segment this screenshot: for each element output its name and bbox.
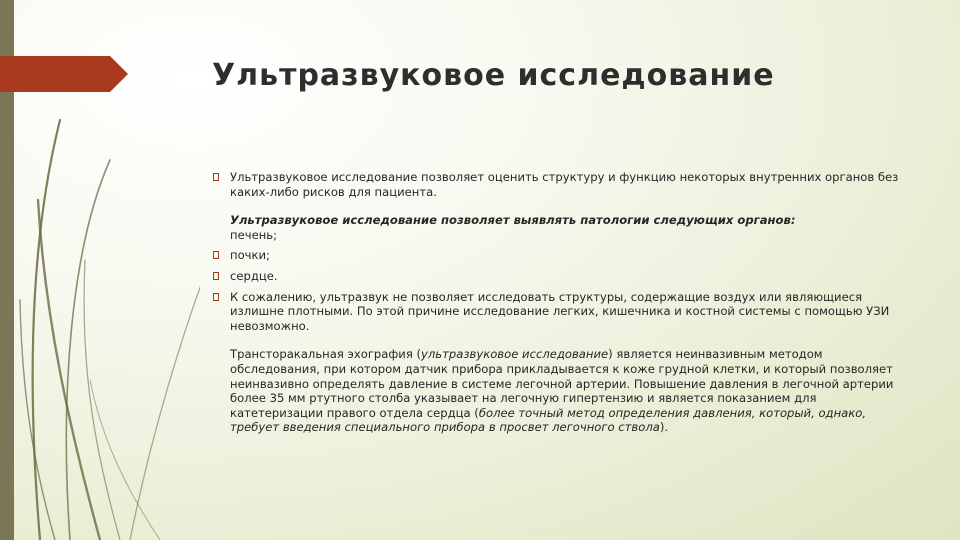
title-accent-tab: [0, 56, 130, 92]
bullet-item-limitations: [212, 290, 902, 435]
echo-text-end: ).: [659, 420, 669, 435]
item-text: Ультразвуковое исследование позволяет оценить структуру и функцию некоторых внутренних органов без каких-либо рисков для пациента.: [230, 170, 899, 199]
item-text: К сожалению, ультразвук не позволяет исследовать структуры, содержащие воздух или являющиеся излишне плотными. По этой причине исследование легких, кишечника и костной системы с помощью УЗИ невозможно.: [230, 289, 890, 333]
bullet-marker: [213, 173, 219, 181]
echo-italic-term: ультразвуковое исследование: [421, 347, 609, 362]
item-text: почки;: [230, 248, 270, 263]
echography-paragraph: [230, 347, 902, 435]
bullet-marker: [213, 293, 219, 301]
bullet-item-kidneys: [212, 248, 902, 263]
organs-subheading: Ультразвуковое исследование позволяет выявлять патологии следующих органов:: [230, 213, 796, 228]
bullet-marker: [213, 251, 219, 259]
echo-text-start: Трансторакальная эхография (: [230, 347, 422, 362]
bullet-item-heart: [212, 269, 902, 284]
slide-content: [212, 170, 902, 441]
slide-title: Ультразвуковое исследование: [212, 58, 775, 93]
echo-italic-note: более точный метод определения давления, который, однако, требует введения специального прибора в просвет легочного ствола: [230, 405, 867, 435]
organ-liver: печень;: [230, 227, 278, 242]
bullet-marker: [213, 272, 219, 280]
bullet-item-ultrasound-overview: [212, 170, 902, 242]
echo-text-middle: ) является неинвазивным методом обследования, при котором датчик прибора прикладывается к коже грудной клетки, и который позволяет неинвазивно определять давление в системе легочной артерии. Повышение давления в легочной артерии более 35 мм ртутного столба указывает на легочную гипертензию и является показанием для катетеризации правого отдела сердца (: [230, 347, 894, 420]
item-text: сердце.: [230, 268, 278, 283]
